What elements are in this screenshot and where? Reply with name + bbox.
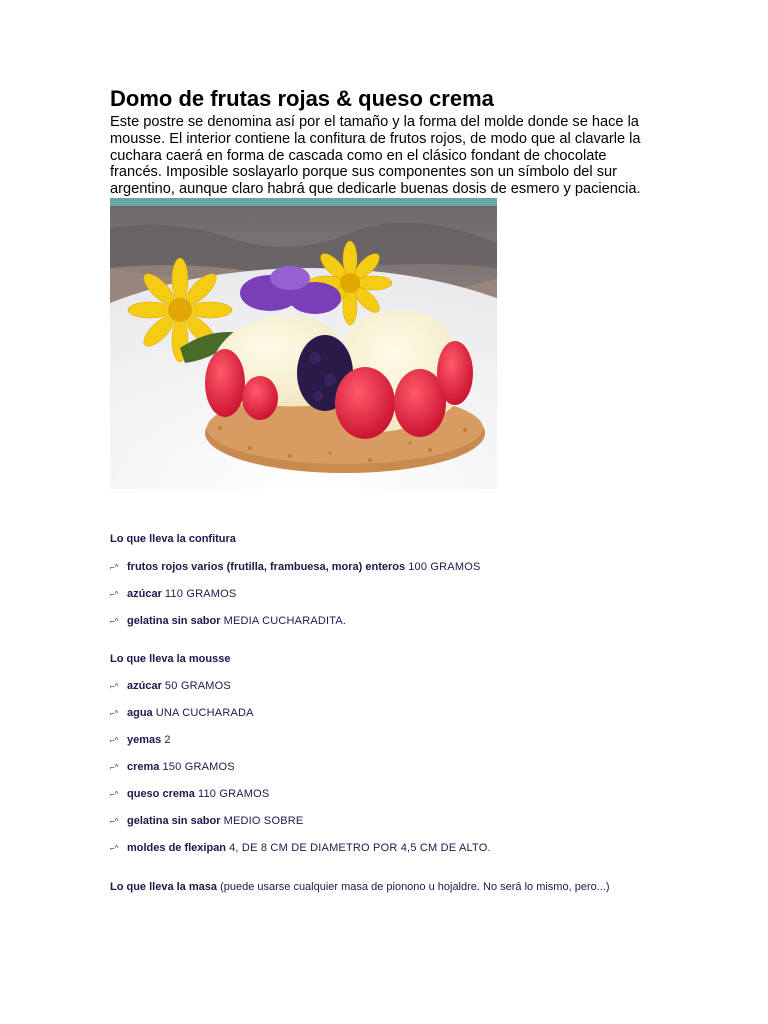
list-item: ⌐^ queso crema 110 GRAMOS	[110, 787, 270, 800]
bullet-icon: ⌐^	[110, 562, 119, 572]
list-item: ⌐^ yemas 2	[110, 733, 171, 746]
bullet-icon: ⌐^	[110, 616, 119, 626]
list-item: ⌐^ frutos rojos varios (frutilla, frambuesa, mora) enteros 100 GRAMOS	[110, 560, 481, 573]
masa-heading: Lo que lleva la masa	[110, 880, 217, 893]
bullet-icon: ⌐^	[110, 789, 119, 799]
dessert-photo	[110, 198, 497, 489]
bullet-icon: ⌐^	[110, 816, 119, 826]
mousse-heading: Lo que lleva la mousse	[110, 652, 231, 665]
bullet-icon: ⌐^	[110, 681, 119, 691]
masa-line	[110, 881, 610, 893]
bullet-icon: ⌐^	[110, 708, 119, 718]
list-item: ⌐^ crema 150 GRAMOS	[110, 760, 235, 773]
recipe-title: Domo de frutas rojas & queso crema	[110, 86, 494, 111]
bullet-icon: ⌐^	[110, 843, 119, 853]
list-item: ⌐^ gelatina sin sabor MEDIA CUCHARADITA.	[110, 614, 347, 627]
bullet-icon: ⌐^	[110, 735, 119, 745]
list-item: ⌐^ agua UNA CUCHARADA	[110, 706, 254, 719]
list-item: ⌐^ azúcar 110 GRAMOS	[110, 587, 237, 600]
bullet-icon: ⌐^	[110, 589, 119, 599]
confitura-heading: Lo que lleva la confitura	[110, 532, 236, 545]
bullet-icon: ⌐^	[110, 762, 119, 772]
masa-note: (puede usarse cualquier masa de pionono u hojaldre. No será lo mismo, pero...)	[220, 880, 610, 893]
list-item: ⌐^ moldes de flexipan 4, DE 8 CM DE DIAMETRO POR 4,5 CM DE ALTO.	[110, 841, 491, 854]
list-item: ⌐^ gelatina sin sabor MEDIO SOBRE	[110, 814, 304, 827]
recipe-page	[110, 86, 670, 899]
list-item: ⌐^ azúcar 50 GRAMOS	[110, 679, 231, 692]
ingredients	[110, 489, 670, 899]
recipe-intro: Este postre se denomina así por el tamaño y la forma del molde donde se hace la mousse. El interior contiene la confitura de frutos rojos, de modo que al clavarle la cuchara caerá en forma de cascada como en el clásico fondant de chocolate francés. Imposible soslayarlo porque sus componentes son un símbolo del sur argentino, aunque claro habrá que dedicarle buenas dosis de esmero y paciencia.	[110, 114, 641, 198]
